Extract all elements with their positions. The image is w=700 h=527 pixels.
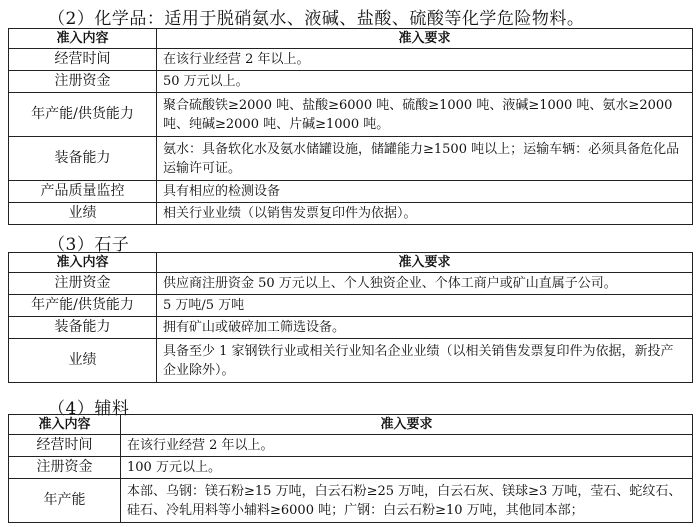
row-key: 注册资金 [9,273,157,295]
table-header-row [9,415,693,435]
section2-table [8,28,693,225]
row-key: 装备能力 [9,317,157,339]
table-row [9,435,693,457]
table-row [9,137,693,181]
row-key: 装备能力 [9,137,157,181]
row-value: 本部、乌钢：镁石粉≥15 万吨，白云石粉≥25 万吨，白云石灰、镁球≥3 万吨，莹石、蛇纹石、硅石、冷轧用料等小辅料≥6000 吨；广钢：白云石粉≥10 万吨，其他同本部； [121,479,693,523]
row-key: 注册资金 [9,71,157,93]
table-row [9,317,693,339]
col-value-header: 准入要求 [121,415,693,435]
col-key-header: 准入内容 [9,253,157,273]
table-row [9,203,693,225]
section3-heading: （3）石子 [48,235,130,255]
row-value: 供应商注册资金 50 万元以上、个人独资企业、个体工商户或矿山直属子公司。 [157,273,693,295]
col-value-header: 准入要求 [157,253,693,273]
table-row [9,273,693,295]
row-key: 经营时间 [9,435,121,457]
col-key-header: 准入内容 [9,415,121,435]
row-key: 产品质量监控 [9,181,157,203]
table-row [9,479,693,523]
col-value-header: 准入要求 [157,29,693,49]
table-header-row [9,253,693,273]
row-value: 在该行业经营 2 年以上。 [121,435,693,457]
table-header-row [9,29,693,49]
row-value: 5 万吨/5 万吨 [157,295,693,317]
row-key: 年产能/供货能力 [9,93,157,137]
row-key: 注册资金 [9,457,121,479]
section4-table [8,414,693,523]
table-row [9,71,693,93]
row-key: 年产能 [9,479,121,523]
table-row [9,295,693,317]
section2-heading: （2）化学品：适用于脱硝氨水、液碱、盐酸、硫酸等化学危险物料。 [48,9,585,29]
row-value: 具有相应的检测设备 [157,181,693,203]
table-row [9,181,693,203]
row-value: 具备至少 1 家钢铁行业或相关行业知名企业业绩（以相关销售发票复印件为依据，新投产企业除外）。 [157,339,693,383]
table-row [9,93,693,137]
section4-heading: （4）辅料 [48,399,130,419]
row-value: 氨水：具备软化水及氨水储罐设施，储罐能力≥1500 吨以上；运输车辆：必须具备危化品运输许可证。 [157,137,693,181]
row-value: 在该行业经营 2 年以上。 [157,49,693,71]
section3-table [8,252,693,383]
col-key-header: 准入内容 [9,29,157,49]
row-value: 相关行业业绩（以销售发票复印件为依据）。 [157,203,693,225]
table-row [9,49,693,71]
row-key: 业绩 [9,203,157,225]
table-row [9,457,693,479]
row-key: 年产能/供货能力 [9,295,157,317]
row-value: 聚合硫酸铁≥2000 吨、盐酸≥6000 吨、硫酸≥1000 吨、液碱≥1000 吨、氨水≥2000 吨、纯碱≥2000 吨、片碱≥1000 吨。 [157,93,693,137]
row-value: 100 万元以上。 [121,457,693,479]
row-value: 拥有矿山或破碎加工筛选设备。 [157,317,693,339]
table-row [9,339,693,383]
row-key: 经营时间 [9,49,157,71]
row-key: 业绩 [9,339,157,383]
row-value: 50 万元以上。 [157,71,693,93]
